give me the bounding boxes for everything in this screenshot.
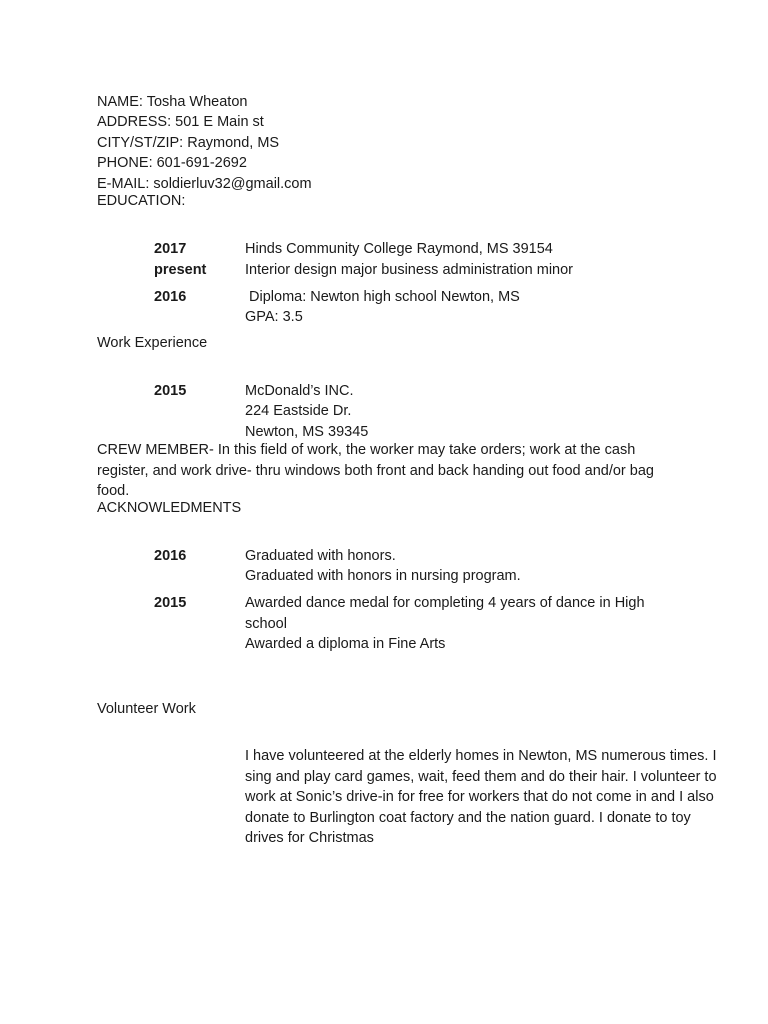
acknowledgment-line: school — [245, 616, 287, 632]
work-line: 224 Eastside Dr. — [245, 403, 352, 419]
work-line: McDonald’s INC. — [245, 383, 354, 399]
education-line: Hinds Community College Raymond, MS 39154 — [245, 241, 553, 257]
work-description: CREW MEMBER- In this field of work, the worker may take orders; work at the cash register, and work drive- thru windows both front and back handing out food and/or bag food. — [97, 442, 654, 499]
acknowledgment-line: Awarded dance medal for completing 4 years of dance in High — [245, 595, 645, 611]
education-line: GPA: 3.5 — [245, 309, 303, 325]
contact-address: ADDRESS: 501 E Main st — [97, 114, 264, 130]
contact-name: NAME: Tosha Wheaton — [97, 94, 248, 110]
education-year: 2017 — [154, 241, 187, 257]
contact-city: CITY/ST/ZIP: Raymond, MS — [97, 135, 280, 151]
contact-phone: PHONE: 601-691-2692 — [97, 155, 247, 171]
education-heading: EDUCATION: — [97, 193, 186, 209]
contact-email: E-MAIL: soldierluv32@gmail.com — [97, 176, 312, 192]
education-year: 2016 — [154, 289, 187, 305]
acknowledgment-year: 2016 — [154, 548, 187, 564]
acknowledgment-line: Graduated with honors in nursing program. — [245, 568, 521, 584]
education-line: Diploma: Newton high school Newton, MS — [245, 289, 520, 305]
volunteer-text: I have volunteered at the elderly homes in Newton, MS numerous times. I sing and play card games, wait, feed them and do their hair. I volunteer to work at Sonic’s drive-in for free for workers that do not come in and I also donate to Burlington coat factory and the nation guard. I donate to toy drives for Christmas — [245, 748, 717, 846]
work-year: 2015 — [154, 383, 187, 399]
acknowledgment-year: 2015 — [154, 595, 187, 611]
acknowledgment-line: Graduated with honors. — [245, 548, 396, 564]
education-year-end: present — [154, 262, 207, 278]
acknowledgment-line: Awarded a diploma in Fine Arts — [245, 636, 446, 652]
work-line: Newton, MS 39345 — [245, 424, 369, 440]
acknowledgments-heading: ACKNOWLEDMENTS — [97, 500, 242, 516]
volunteer-heading: Volunteer Work — [97, 701, 196, 717]
education-line: Interior design major business administration minor — [245, 262, 574, 278]
work-heading: Work Experience — [97, 335, 208, 351]
